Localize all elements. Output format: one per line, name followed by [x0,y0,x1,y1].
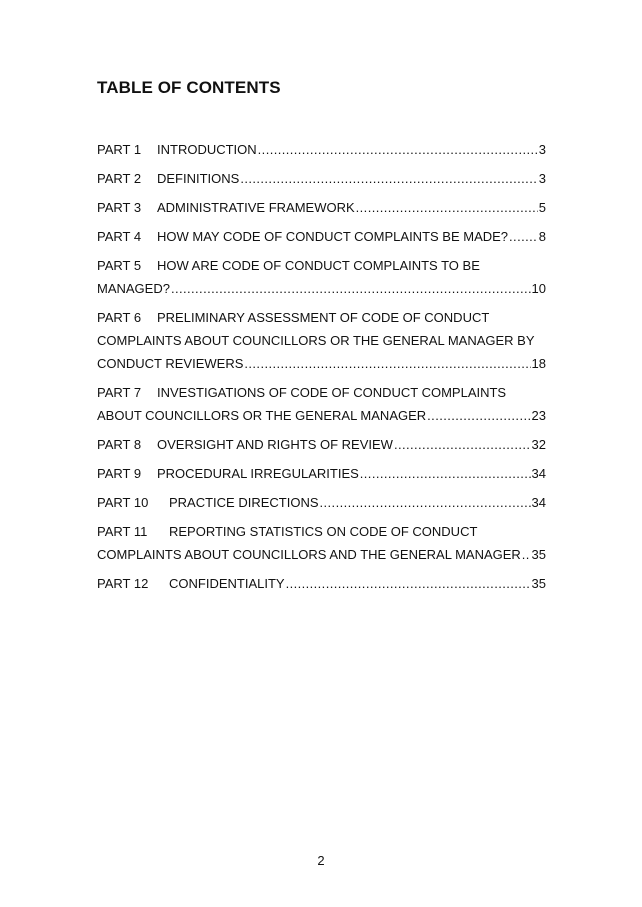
toc-entry-title: COMPLAINTS ABOUT COUNCILLORS AND THE GENERAL MANAGER [97,547,521,562]
toc-entry-text-group [97,543,521,566]
toc-entry-line [97,433,546,456]
toc-entry-line [97,225,546,248]
toc-entry-title: OVERSIGHT AND RIGHTS OF REVIEW [157,437,393,452]
toc-part-label: PART 4 [97,229,142,244]
toc-part-label: PART 11 [97,524,148,539]
toc-entry-line [97,306,546,329]
toc-dot-leader [244,352,530,375]
toc-entry[interactable] [97,572,546,595]
toc-page-number: 3 [538,142,546,157]
toc-part-label: PART 7 [97,385,142,400]
toc-part-label: PART 9 [97,466,142,481]
toc-part-label: PART 1 [97,142,142,157]
toc-entry-title: INTRODUCTION [157,142,257,157]
toc-dot-leader [171,277,531,300]
toc-entry-title: PRELIMINARY ASSESSMENT OF CODE OF CONDUCT [157,310,490,325]
toc-entry-title: HOW ARE CODE OF CONDUCT COMPLAINTS TO BE [157,258,480,273]
toc-part-label: PART 6 [97,310,142,325]
toc-entry-text-group [97,310,489,325]
toc-dot-leader [258,138,538,161]
toc-entry-text-group [97,277,170,300]
toc-page-number: 10 [531,281,546,296]
toc-entry-line [97,277,546,300]
toc-entry-text-group [97,333,535,348]
toc-entry-line [97,520,546,543]
toc-part-label: PART 2 [97,171,142,186]
toc-page-number: 18 [531,356,546,371]
toc-entry-title: ABOUT COUNCILLORS OR THE GENERAL MANAGER [97,408,427,423]
toc-entry-text-group [97,491,319,514]
toc-entry-title: REPORTING STATISTICS ON CODE OF CONDUCT [169,524,478,539]
toc-entry-line [97,491,546,514]
toc-entry-title: COMPLAINTS ABOUT COUNCILLORS OR THE GENERAL MANAGER BY [97,333,535,348]
toc-part-label: PART 3 [97,200,142,215]
toc-entry-text-group [97,524,477,539]
toc-entry-text-group [97,572,285,595]
toc-entry-line [97,138,546,161]
toc-entry[interactable] [97,225,546,248]
toc-entry-title: CONFIDENTIALITY [169,576,285,591]
toc-entry-line [97,196,546,219]
toc-entry-text-group [97,404,426,427]
toc-entry[interactable] [97,381,546,427]
toc-entry-text-group [97,385,506,400]
toc-page-number: 35 [531,576,546,591]
toc-entry[interactable] [97,196,546,219]
toc-entry[interactable] [97,138,546,161]
toc-entry[interactable] [97,491,546,514]
toc-entry-line [97,167,546,190]
toc-entry-line [97,543,546,566]
toc-page-number: 34 [531,495,546,510]
toc-page-number: 23 [531,408,546,423]
toc-entry[interactable] [97,306,546,375]
toc-entry-line [97,572,546,595]
toc-page-number: 5 [538,200,546,215]
toc-part-label: PART 5 [97,258,142,273]
toc-entry-line [97,381,546,404]
toc-dot-leader [522,543,531,566]
toc-entry-text-group [97,225,508,248]
toc-page-number: 34 [531,466,546,481]
toc-dot-leader [286,572,531,595]
toc-entry-line [97,462,546,485]
toc-entry-line [97,404,546,427]
toc-dot-leader [356,196,538,219]
toc-entry-title: ADMINISTRATIVE FRAMEWORK [157,200,355,215]
toc-part-label: PART 12 [97,576,149,591]
toc-entry[interactable] [97,462,546,485]
toc-entry[interactable] [97,433,546,456]
toc-entry-title: MANAGED? [97,281,170,296]
toc-page-number: 3 [538,171,546,186]
toc-entry-text-group [97,352,243,375]
toc-dot-leader [360,462,531,485]
toc-entry-text-group [97,138,257,161]
toc-dot-leader [320,491,531,514]
toc-entry-text-group [97,462,359,485]
page-number: 2 [317,853,325,868]
table-of-contents [97,138,546,601]
toc-entry-text-group [97,433,393,456]
toc-entry[interactable] [97,167,546,190]
toc-dot-leader [240,167,537,190]
toc-entry[interactable] [97,520,546,566]
toc-entry-text-group [97,167,239,190]
toc-entry[interactable] [97,254,546,300]
toc-dot-leader [394,433,531,456]
toc-entry-text-group [97,196,355,219]
toc-entry-title: HOW MAY CODE OF CONDUCT COMPLAINTS BE MADE? [157,229,509,244]
toc-dot-leader [509,225,538,248]
toc-part-label: PART 10 [97,495,149,510]
toc-page-number: 8 [538,229,546,244]
toc-entry-line [97,329,546,352]
toc-entry-title: DEFINITIONS [157,171,240,186]
toc-page-number: 32 [531,437,546,452]
toc-entry-title: PRACTICE DIRECTIONS [169,495,319,510]
toc-entry-title: CONDUCT REVIEWERS [97,356,244,371]
toc-dot-leader [427,404,530,427]
toc-title: TABLE OF CONTENTS [97,78,281,97]
toc-entry-line [97,352,546,375]
toc-page-number: 35 [531,547,546,562]
toc-entry-line [97,254,546,277]
toc-entry-title: INVESTIGATIONS OF CODE OF CONDUCT COMPLAINTS [157,385,507,400]
toc-part-label: PART 8 [97,437,142,452]
toc-entry-text-group [97,258,480,273]
toc-entry-title: PROCEDURAL IRREGULARITIES [157,466,359,481]
